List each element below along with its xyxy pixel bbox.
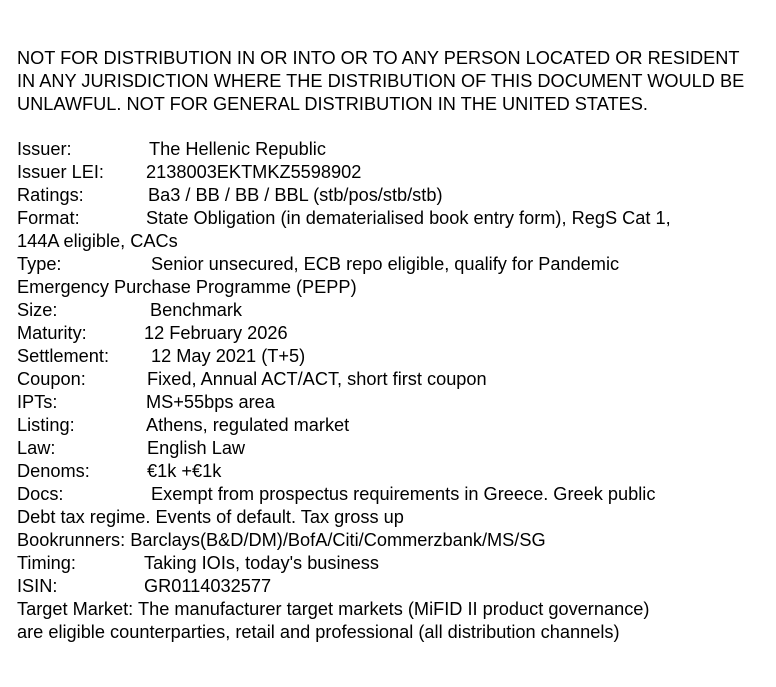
term-label: Issuer LEI:	[17, 162, 104, 182]
term-label: Maturity:	[17, 323, 87, 343]
term-value-line1: Senior unsecured, ECB repo eligible, qualify for Pandemic	[151, 254, 620, 274]
term-label: Bookrunners:	[17, 530, 126, 550]
term-label: Ratings:	[17, 185, 84, 205]
term-row-docs	[17, 483, 762, 529]
term-label: Type:	[17, 254, 62, 274]
term-label: Issuer:	[17, 139, 72, 159]
term-value: Fixed, Annual ACT/ACT, short first coupon	[147, 369, 487, 389]
term-value-line1: State Obligation (in dematerialised book entry form), RegS Cat 1,	[146, 208, 671, 228]
term-row-bookrunners	[17, 529, 762, 552]
term-value: The Hellenic Republic	[149, 139, 326, 159]
term-value: Ba3 / BB / BB / BBL (stb/pos/stb/stb)	[148, 185, 443, 205]
term-row-law	[17, 437, 762, 460]
term-value: Taking IOIs, today's business	[144, 553, 379, 573]
term-row-ipts	[17, 391, 762, 414]
term-value-line2: Debt tax regime. Events of default. Tax gross up	[17, 507, 404, 527]
term-row-listing	[17, 414, 762, 437]
term-value: MS+55bps area	[146, 392, 275, 412]
term-value: English Law	[147, 438, 246, 458]
term-label: Coupon:	[17, 369, 86, 389]
term-label: ISIN:	[17, 576, 58, 596]
term-label: Listing:	[17, 415, 75, 435]
term-label: IPTs:	[17, 392, 58, 412]
term-label: Settlement:	[17, 346, 109, 366]
term-value: Athens, regulated market	[146, 415, 350, 435]
term-row-isin	[17, 575, 762, 598]
term-value-line1: The manufacturer target markets (MiFID II product governance)	[137, 599, 650, 619]
term-value: Benchmark	[150, 300, 242, 320]
term-row-type	[17, 253, 762, 299]
term-label: Timing:	[17, 553, 76, 573]
term-value: 2138003EKTMKZ5598902	[146, 162, 362, 182]
term-value-line2: 144A eligible, CACs	[17, 231, 178, 251]
distribution-disclaimer: NOT FOR DISTRIBUTION IN OR INTO OR TO ANY PERSON LOCATED OR RESIDENT IN ANY JURISDICTION WHERE THE DISTRIBUTION OF THIS DOCUMENT WOULD BE UNLAWFUL. NOT FOR GENERAL DISTRIBUTION IN THE UNITED STATES.	[17, 48, 745, 114]
term-value: GR0114032577	[144, 576, 272, 596]
term-row-maturity	[17, 322, 762, 345]
term-row-issuer	[17, 138, 762, 161]
term-label: Docs:	[17, 484, 64, 504]
term-row-format	[17, 207, 762, 253]
term-value-line2: Emergency Purchase Programme (PEPP)	[17, 277, 357, 297]
term-row-issuer-lei	[17, 161, 762, 184]
term-row-coupon	[17, 368, 762, 391]
term-label: Target Market:	[17, 599, 134, 619]
term-row-target-market	[17, 598, 762, 644]
term-value: 12 February 2026	[144, 323, 288, 343]
term-row-settlement	[17, 345, 762, 368]
term-row-timing	[17, 552, 762, 575]
term-row-ratings	[17, 184, 762, 207]
term-value: Barclays(B&D/DM)/BofA/Citi/Commerzbank/MS/SG	[130, 530, 546, 550]
term-label: Denoms:	[17, 461, 90, 481]
term-row-size	[17, 299, 762, 322]
terms-list	[17, 138, 762, 644]
term-value-line1: Exempt from prospectus requirements in Greece. Greek public	[151, 484, 656, 504]
term-label: Format:	[17, 208, 80, 228]
term-value: €1k +€1k	[147, 461, 222, 481]
term-value-line2: are eligible counterparties, retail and professional (all distribution channels)	[17, 622, 620, 642]
term-row-denoms	[17, 460, 762, 483]
term-label: Law:	[17, 438, 56, 458]
term-label: Size:	[17, 300, 58, 320]
document-body	[17, 47, 762, 644]
term-value: 12 May 2021 (T+5)	[151, 346, 306, 366]
